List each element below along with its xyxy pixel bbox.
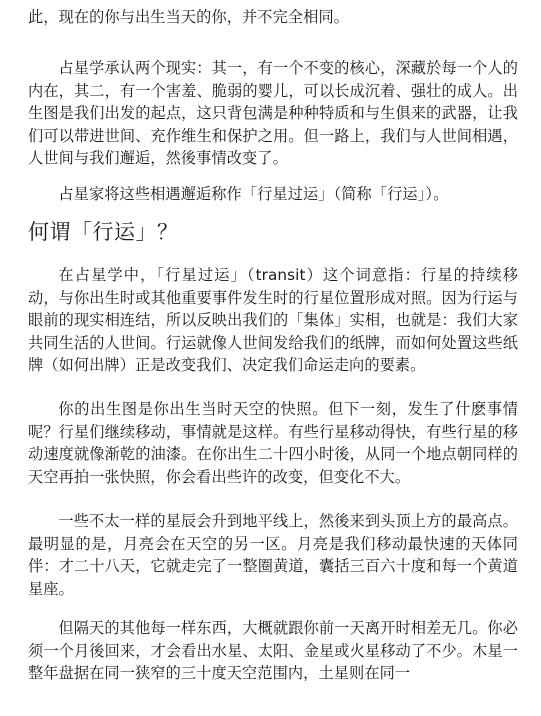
paragraph-moon-movement: 一些不太一样的星辰会升到地平线上，然後来到头顶上方的最高点。最明显的是，月亮会在天空的另一区。月亮是我们移动最快速的天体同伴：才二十八天，它就走完了一整圈黄道，囊括三百六十度和每一个黄道星座。: [28, 512, 518, 598]
section-heading: 何谓「行运」？: [28, 220, 179, 244]
paragraph-birth-chart-snapshot: 你的出生图是你出生当时天空的快照。但下一刻，发生了什麽事情呢？行星们继续移动，事情就是这样。有些行星移动得快，有些行星的移动速度就像渐乾的油漆。在你出生二十四小时後，从同一个地点朝同样的天空再拍一张快照，你会看出些许的改变，但变化不大。: [28, 400, 518, 486]
paragraph-transit-definition-intro: 占星家将这些相遇邂逅称作「行星过运」（简称「行运」）。: [58, 185, 449, 203]
paragraph-two-realities: 占星学承认两个现实：其一，有一个不变的核心，深藏於每一个人的内在，其二，有一个害羞、脆弱的婴儿，可以长成沉着、强壮的成人。出生图是我们出发的起点，这只背包满是种种特质和与生俱来的武器，让我们可以带进世间、充作维生和保护之用。但一路上，我们与人世间相遇，人世间与我们邂逅，然後事情改变了。: [28, 59, 518, 168]
paragraph-continuation: 此，现在的你与出生当天的你，并不完全相同。: [28, 8, 350, 26]
paragraph-transit-meaning: 在占星学中，「行星过运」（transit）这个词意指：行星的持续移动，与你出生时或其他重要事件发生时的行星位置形成对照。因为行运与眼前的现实相连结，所以反映出我们的「集体」实相，也就是：我们大家共同生活的人世间。行运就像人世间发给我们的纸牌，而如何处置这些纸牌（如何出牌）正是改变我们、决定我们命运走向的要素。: [28, 266, 518, 375]
paragraph-slow-planets: 但隔天的其他每一样东西，大概就跟你前一天离开时相差无几。你必须一个月後回来，才会看出水星、太阳、金星或火星移动了不少。木星一整年盘据在同一狭窄的三十度天空范围内，土星则在同一: [28, 619, 518, 683]
